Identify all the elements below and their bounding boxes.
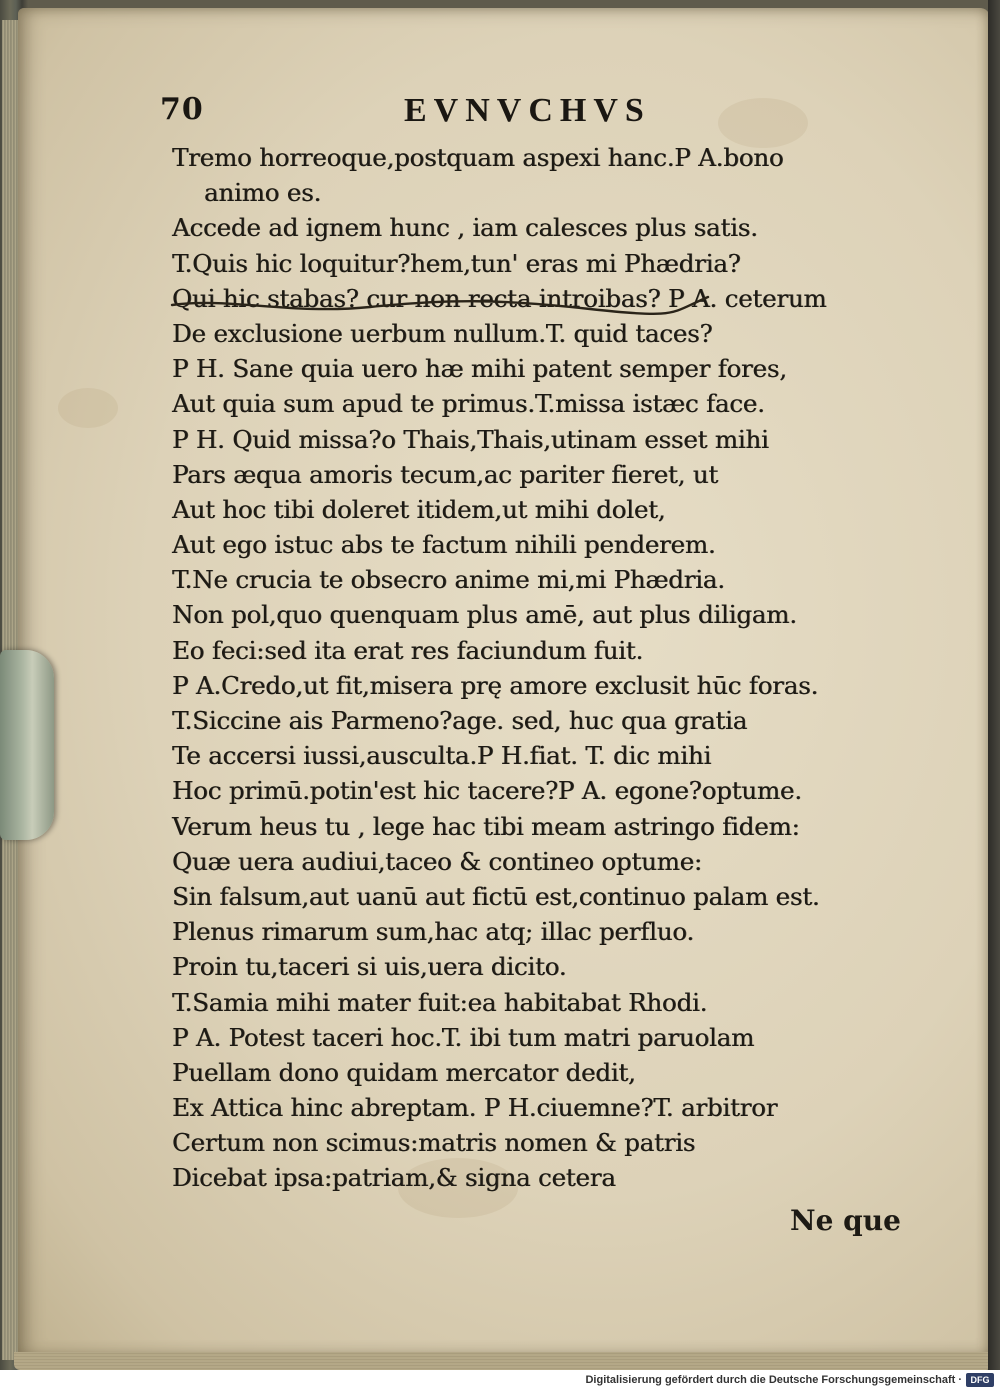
text-line: Eo feci:sed ita erat res faciundum fuit. [172,635,644,665]
page-number: 70 [160,92,204,127]
text-line: Accede ad ignem hunc , iam calesces plus satis. [172,213,758,243]
text-line: Ex Attica hinc abreptam. P H.ciuemne?T. arbitror [172,1093,778,1123]
digitization-credit: Digitalisierung gefördert durch die Deutsche Forschungsgemeinschaft · [585,1374,962,1386]
page-stack-bottom-edge [14,1352,992,1370]
text-line: Dicebat ipsa:patriam,& signa cetera [172,1163,616,1193]
text-line: Certum non scimus:matris nomen & patris [172,1128,696,1158]
text-line: Pars æqua amoris tecum,ac pariter fieret, ut [172,459,718,489]
book-spine [988,0,1000,1391]
text-line: T.Quis hic loquitur?hem,tun' eras mi Phædria? [172,248,741,278]
text-line: Plenus rimarum sum,hac atq; illac perfluo. [172,917,694,947]
text-line: P A.Credo,ut fit,misera prę amore exclusit hūc foras. [172,670,819,700]
paper-stain [58,388,118,428]
text-line: P H. Sane quia uero hæ mihi patent semper fores, [172,354,787,384]
catchword: Ne que [790,1204,901,1237]
text-line: T.Samia mihi mater fuit:ea habitabat Rhodi. [172,987,708,1017]
text-block [172,140,912,1196]
text-line: Te accersi iussi,ausculta.P H.fiat. T. dic mihi [172,741,712,771]
text-line: Proin tu,taceri si uis,uera dicito. [172,952,567,982]
text-line: Aut ego istuc abs te factum nihili penderem. [172,530,716,560]
running-title: EVNVCHVS [404,92,651,129]
text-line: Verum heus tu , lege hac tibi meam astringo fidem: [172,811,800,841]
text-line: Tremo horreoque,postquam aspexi hanc.P A.bono [172,143,784,172]
page-header [160,92,760,136]
text-line: Aut hoc tibi doleret itidem,ut mihi dolet, [172,494,666,524]
text-line: animo es. [204,178,322,208]
text-line: P A. Potest taceri hoc.T. ibi tum matri paruolam [172,1022,755,1052]
text-line: T.Ne crucia te obsecro anime mi,mi Phædria. [172,565,725,595]
text-line: Hoc primū.potin'est hic tacere?P A. egone?optume. [172,776,802,806]
ribbon-clasp [0,650,54,840]
text-line: Qui hic stabas? cur non recta introibas? P A. ceterum [172,283,827,313]
dfg-logo: DFG [966,1373,994,1387]
text-line: Non pol,quo quenquam plus amē, aut plus diligam. [172,600,797,630]
text-line: Puellam dono quidam mercator dedit, [172,1057,636,1087]
text-line: Aut quia sum apud te primus.T.missa istæc face. [172,389,765,419]
text-line: Quæ uera audiui,taceo & contineo optume: [172,846,702,876]
text-line: De exclusione uerbum nullum.T. quid taces? [172,318,713,348]
text-line: T.Siccine ais Parmeno?age. sed, huc qua gratia [172,706,748,735]
text-line: Sin falsum,aut uanū aut fictū est,continuo palam est. [172,881,820,911]
text-line: P H. Quid missa?o Thais,Thais,utinam esset mihi [172,424,769,454]
